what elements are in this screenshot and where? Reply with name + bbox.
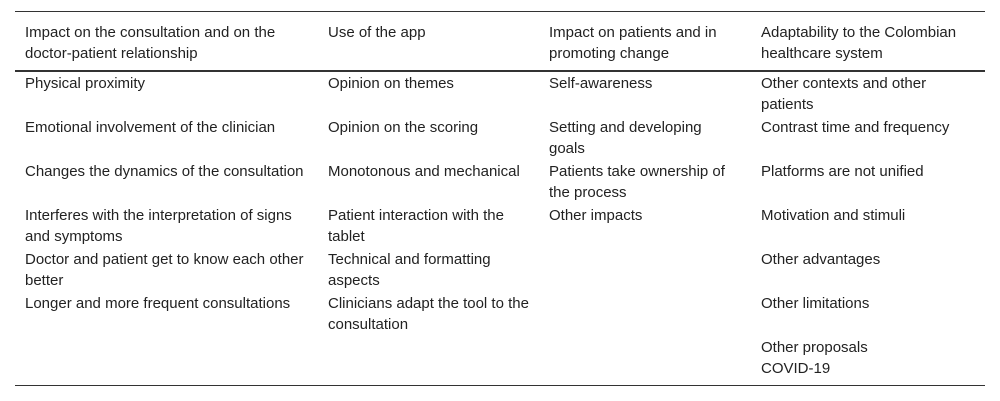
table-cell bbox=[539, 249, 751, 293]
table-header bbox=[15, 12, 985, 72]
themes-table-container bbox=[15, 11, 985, 386]
table-row bbox=[15, 337, 985, 386]
header-cell: Impact on the consultation and on the doctor-patient relationship bbox=[15, 12, 318, 72]
table-cell bbox=[539, 293, 751, 337]
table-cell: Interferes with the interpretation of signs and symptoms bbox=[25, 207, 292, 245]
header-cell: Use of the app bbox=[318, 12, 539, 72]
table-row bbox=[15, 117, 985, 161]
table-cell bbox=[751, 337, 985, 386]
table-cell: Patient interaction with the tablet bbox=[328, 207, 504, 245]
table-row bbox=[15, 293, 985, 337]
table-body bbox=[15, 71, 985, 386]
table-cell bbox=[539, 337, 751, 386]
cell-line: COVID-19 bbox=[761, 360, 831, 377]
table-cell: Physical proximity bbox=[25, 75, 146, 92]
table-cell: Patients take ownership of the process bbox=[549, 163, 725, 201]
themes-table bbox=[15, 11, 985, 386]
cell-line: Other proposals bbox=[761, 339, 868, 356]
table-cell: Contrast time and frequency bbox=[761, 119, 950, 136]
table-cell: Opinion on themes bbox=[328, 75, 454, 92]
table-row bbox=[15, 205, 985, 249]
table-cell: Technical and formatting aspects bbox=[328, 251, 491, 289]
table-cell: Longer and more frequent consultations bbox=[25, 295, 291, 312]
table-cell: Other limitations bbox=[761, 295, 870, 312]
header-cell: Adaptability to the Colombian healthcare system bbox=[751, 12, 985, 72]
table-cell bbox=[318, 337, 539, 386]
table-row bbox=[15, 161, 985, 205]
table-row bbox=[15, 249, 985, 293]
table-cell: Other contexts and other patients bbox=[761, 75, 927, 113]
table-cell: Doctor and patient get to know each other better bbox=[25, 251, 304, 289]
table-cell: Setting and developing goals bbox=[549, 119, 702, 157]
table-cell: Emotional involvement of the clinician bbox=[25, 119, 276, 136]
table-cell: Motivation and stimuli bbox=[761, 207, 906, 224]
table-cell: Other impacts bbox=[549, 207, 643, 224]
table-cell: Monotonous and mechanical bbox=[328, 163, 520, 180]
table-cell: Self-awareness bbox=[549, 75, 653, 92]
table-cell: Opinion on the scoring bbox=[328, 119, 479, 136]
header-cell: Impact on patients and in promoting change bbox=[539, 12, 751, 72]
table-cell bbox=[15, 337, 318, 386]
table-cell: Changes the dynamics of the consultation bbox=[25, 163, 304, 180]
header-row bbox=[15, 12, 985, 72]
table-cell: Clinicians adapt the tool to the consultation bbox=[328, 295, 529, 333]
table-row bbox=[15, 71, 985, 117]
table-cell: Platforms are not unified bbox=[761, 163, 924, 180]
table-cell: Other advantages bbox=[761, 251, 881, 268]
